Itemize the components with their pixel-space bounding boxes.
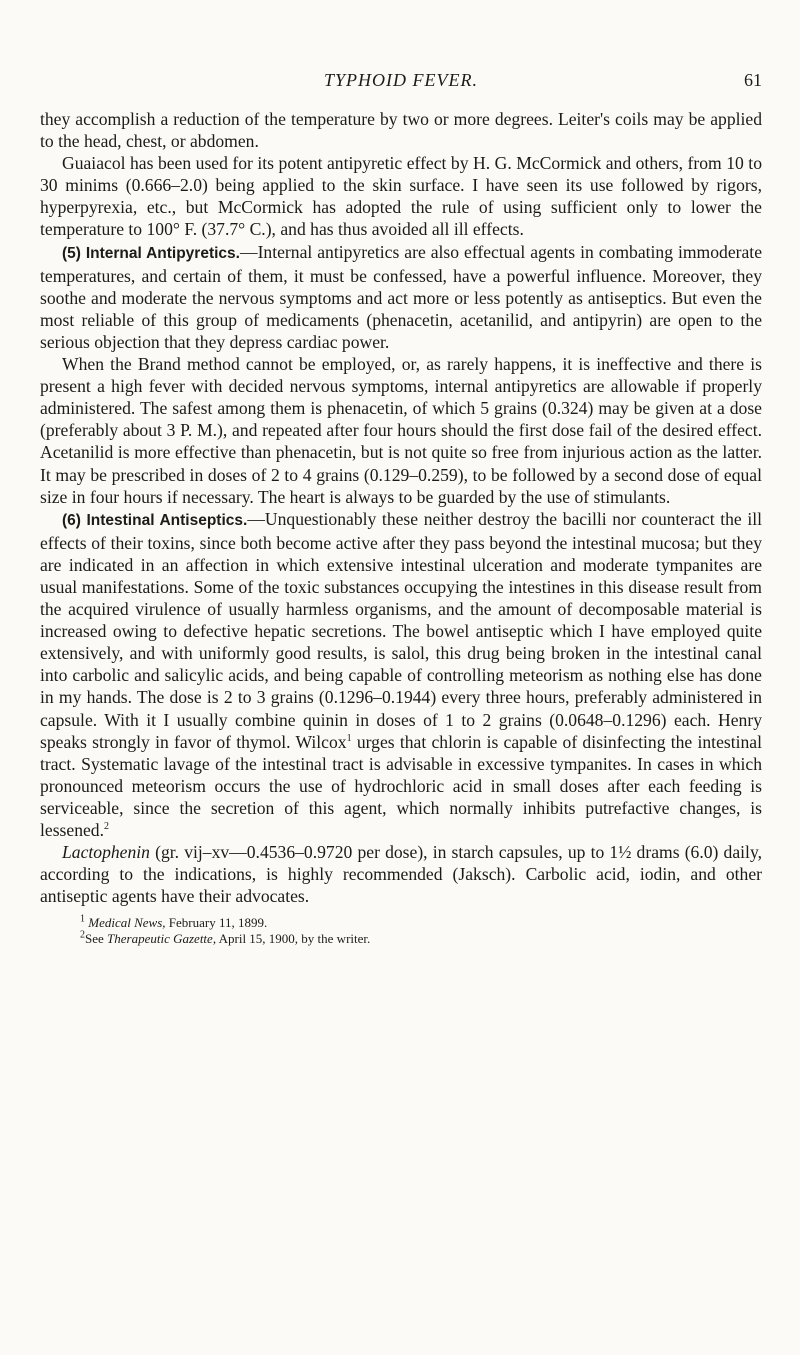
paragraph-text: When the Brand method cannot be employed, or, as rarely happens, it is ineffective and there is present a high fever with decided nervous symptoms, internal antipyretics are allowable if properly administered. The safest among them is phenacetin, of which 5 grains (0.324) may be given at a dose (preferably about 3 P. M.), and repeated after four hours should the first dose fail of the desired effect. Acetanilid is more effective than phenacetin, but is not quite so free from injurious action as the latter. It may be prescribed in doses of 2 to 4 grains (0.129–0.259), to be followed by a second dose of equal size in four hours if necessary. The heart is always to be guarded by the use of stimulants.: [40, 354, 762, 507]
drug-name: Lactophenin: [62, 842, 150, 863]
footnote-text: February 11, 1899.: [165, 915, 268, 931]
page-number: 61: [744, 70, 762, 90]
footnote-source: Medical News,: [88, 915, 166, 931]
paragraph-text: Guaiacol has been used for its potent antipyretic effect by H. G. McCormick and others, from 10 to 30 minims (0.666–2.0) being applied to the skin surface. I have seen its use followed by rigors, hyperpyrexia, etc., but McCormick has adopted the rule of using sufficient only to lower the temperature to 100° F. (37.7° C.), and has thus avoided all ill effects.: [40, 153, 762, 240]
footnote-ref: 1: [346, 732, 352, 744]
paragraph: [40, 241, 762, 353]
paragraph: [40, 108, 762, 152]
footnote-text: See: [85, 931, 108, 947]
section-heading: (5) Internal Antipyretics.: [62, 244, 240, 262]
running-title: TYPHOID FEVER.: [324, 70, 478, 90]
paragraph: [40, 508, 762, 841]
footnote-source: Therapeutic Gazette,: [107, 931, 217, 947]
paragraph-text: (gr. vij–xv—0.4536–0.9720 per dose), in starch capsules, up to 1½ drams (6.0) daily, according to the indications, is highly recommended (Jaksch). Carbolic acid, iodin, and other antiseptic agents have their advocates.: [40, 842, 762, 907]
paragraph-text: they accomplish a reduction of the temperature by two or more degrees. Leiter's coils may be applied to the head, chest, or abdomen.: [40, 109, 762, 152]
paragraph: [40, 353, 762, 508]
footnote: [80, 915, 762, 931]
paragraph-text: urges that chlorin is capable of disinfecting the intestinal tract. Systematic lavage of the intestinal tract is advisable in excessive tympanites. In cases in which pronounced meteorism occurs the use of hydrochloric acid in small doses after each feeding is serviceable, since the secretion of this agent, which normally inhibits putrefactive changes, is lessened.: [40, 731, 762, 840]
footnote-mark: 2: [80, 930, 85, 942]
paragraph-text: —Unquestionably these neither destroy the bacilli nor counteract the ill effects of their toxins, since both become active after they pass beyond the intestinal mucosa; but they are indicated in an affection in which extensive intestinal ulceration and moderate tympanites are usual manifestations. Some of the toxic substances occupying the intestines in this disease result from the acquired virulence of usually harmless organisms, and the amount of decomposable material is increased owing to defective hepatic secretions. The bowel antiseptic which I have employed quite extensively, and with uniformly good results, is salol, this drug being broken in the intestinal canal into carbolic and salicylic acids, and being capable of controlling meteorism as nothing else has done in my hands. The dose is 2 to 3 grains (0.1296–0.1944) every three hours, preferably administered in capsule. With it I usually combine quinin in doses of 1 to 2 grains (0.0648–0.1296) each. Henry speaks strongly in favor of thymol. Wilcox: [40, 508, 762, 752]
footnote-text: April 15, 1900, by the writer.: [216, 931, 371, 947]
page-header: [40, 70, 762, 94]
paragraph-text: —Internal antipyretics are also effectual agents in combating immoderate temperatures, and certain of them, it must be confessed, have a powerful influence. Moreover, they soothe and moderate the nervous symptoms and act more or less potently as antiseptics. But even the most reliable of this group of medicaments (phenacetin, acetanilid, and antipyrin) are open to the serious objection that they depress cardiac power.: [40, 241, 762, 352]
section-heading: (6) Intestinal Antiseptics.: [62, 511, 248, 529]
footnotes: [40, 915, 762, 947]
body-text: [40, 108, 762, 947]
footnote-ref: 2: [104, 821, 110, 833]
paragraph: [40, 152, 762, 240]
footnote-mark: 1: [80, 914, 85, 926]
footnote: [80, 931, 762, 947]
paragraph: [40, 841, 762, 907]
